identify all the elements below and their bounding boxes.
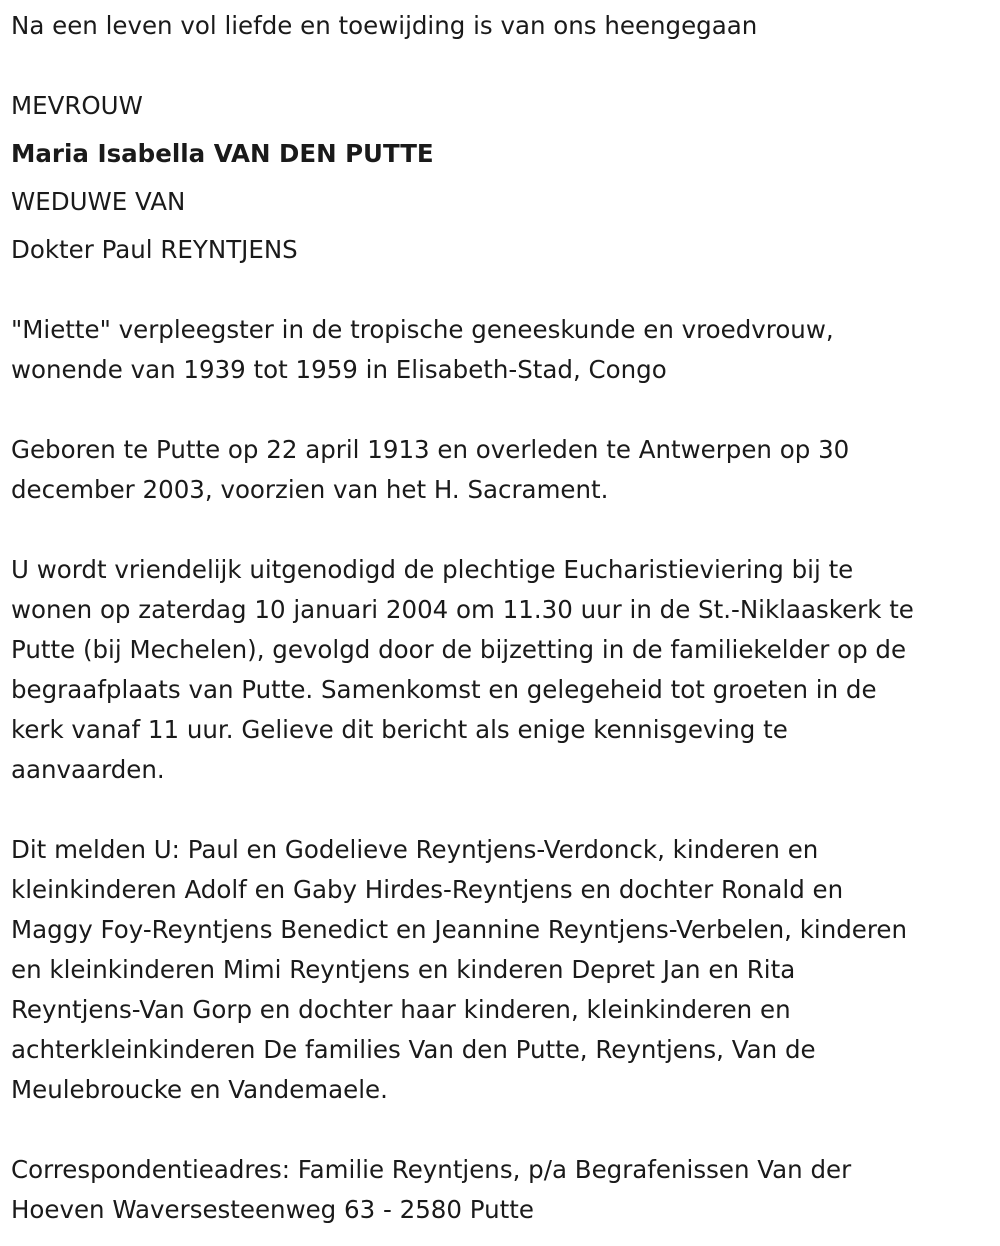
family-line: Meulebroucke en Vandemaele. (11, 1075, 388, 1104)
invitation-line: U wordt vriendelijk uitgenodigd de plechtige Eucharistieviering bij te (11, 555, 854, 584)
family-line: Maggy Foy-Reyntjens Benedict en Jeannine Reyntjens-Verbelen, kinderen (11, 915, 908, 944)
deceased-name: Maria Isabella VAN DEN PUTTE (11, 139, 434, 168)
biography-line: wonende van 1939 tot 1959 in Elisabeth-Stad, Congo (11, 355, 667, 384)
family-line: en kleinkinderen Mimi Reyntjens en kinderen Depret Jan en Rita (11, 955, 796, 984)
spouse-name: Dokter Paul REYNTJENS (11, 235, 298, 264)
correspondence-line: Correspondentieadres: Familie Reyntjens, p/a Begrafenissen Van der (11, 1155, 852, 1184)
family-line: Reyntjens-Van Gorp en dochter haar kinderen, kleinkinderen en (11, 995, 791, 1024)
spacer (11, 274, 992, 310)
invitation-paragraph (11, 550, 992, 790)
intro-text: Na een leven vol liefde en toewijding is van ons heengegaan (11, 11, 758, 40)
invitation-line: begraafplaats van Putte. Samenkomst en gelegeheid tot groeten in de (11, 675, 877, 704)
spacer (11, 1110, 992, 1150)
invitation-line: wonen op zaterdag 10 januari 2004 om 11.30 uur in de St.-Niklaaskerk te (11, 595, 914, 624)
spacer (11, 510, 992, 550)
spacer (11, 790, 992, 830)
correspondence-line: Hoeven Waversesteenweg 63 - 2580 Putte (11, 1195, 534, 1224)
invitation-line: Putte (bij Mechelen), gevolgd door de bijzetting in de familiekelder op de (11, 635, 907, 664)
correspondence-paragraph (11, 1150, 992, 1230)
birth-death-paragraph (11, 430, 992, 510)
birth-death-line: december 2003, voorzien van het H. Sacrament. (11, 475, 609, 504)
birth-death-line: Geboren te Putte op 22 april 1913 en overleden te Antwerpen op 30 (11, 435, 850, 464)
honorific: MEVROUW (11, 91, 143, 120)
family-line: achterkleinkinderen De families Van den Putte, Reyntjens, Van de (11, 1035, 816, 1064)
deceased-heading (11, 82, 992, 274)
family-line: kleinkinderen Adolf en Gaby Hirdes-Reyntjens en dochter Ronald en (11, 875, 844, 904)
family-line: Dit melden U: Paul en Godelieve Reyntjens-Verdonck, kinderen en (11, 835, 819, 864)
spacer (11, 46, 992, 82)
spacer (11, 390, 992, 430)
invitation-line: aanvaarden. (11, 755, 165, 784)
biography-line: "Miette" verpleegster in de tropische geneeskunde en vroedvrouw, (11, 315, 834, 344)
invitation-line: kerk vanaf 11 uur. Gelieve dit bericht als enige kennisgeving te (11, 715, 788, 744)
relation-label: WEDUWE VAN (11, 187, 186, 216)
family-paragraph (11, 830, 992, 1110)
biography-paragraph (11, 310, 992, 390)
